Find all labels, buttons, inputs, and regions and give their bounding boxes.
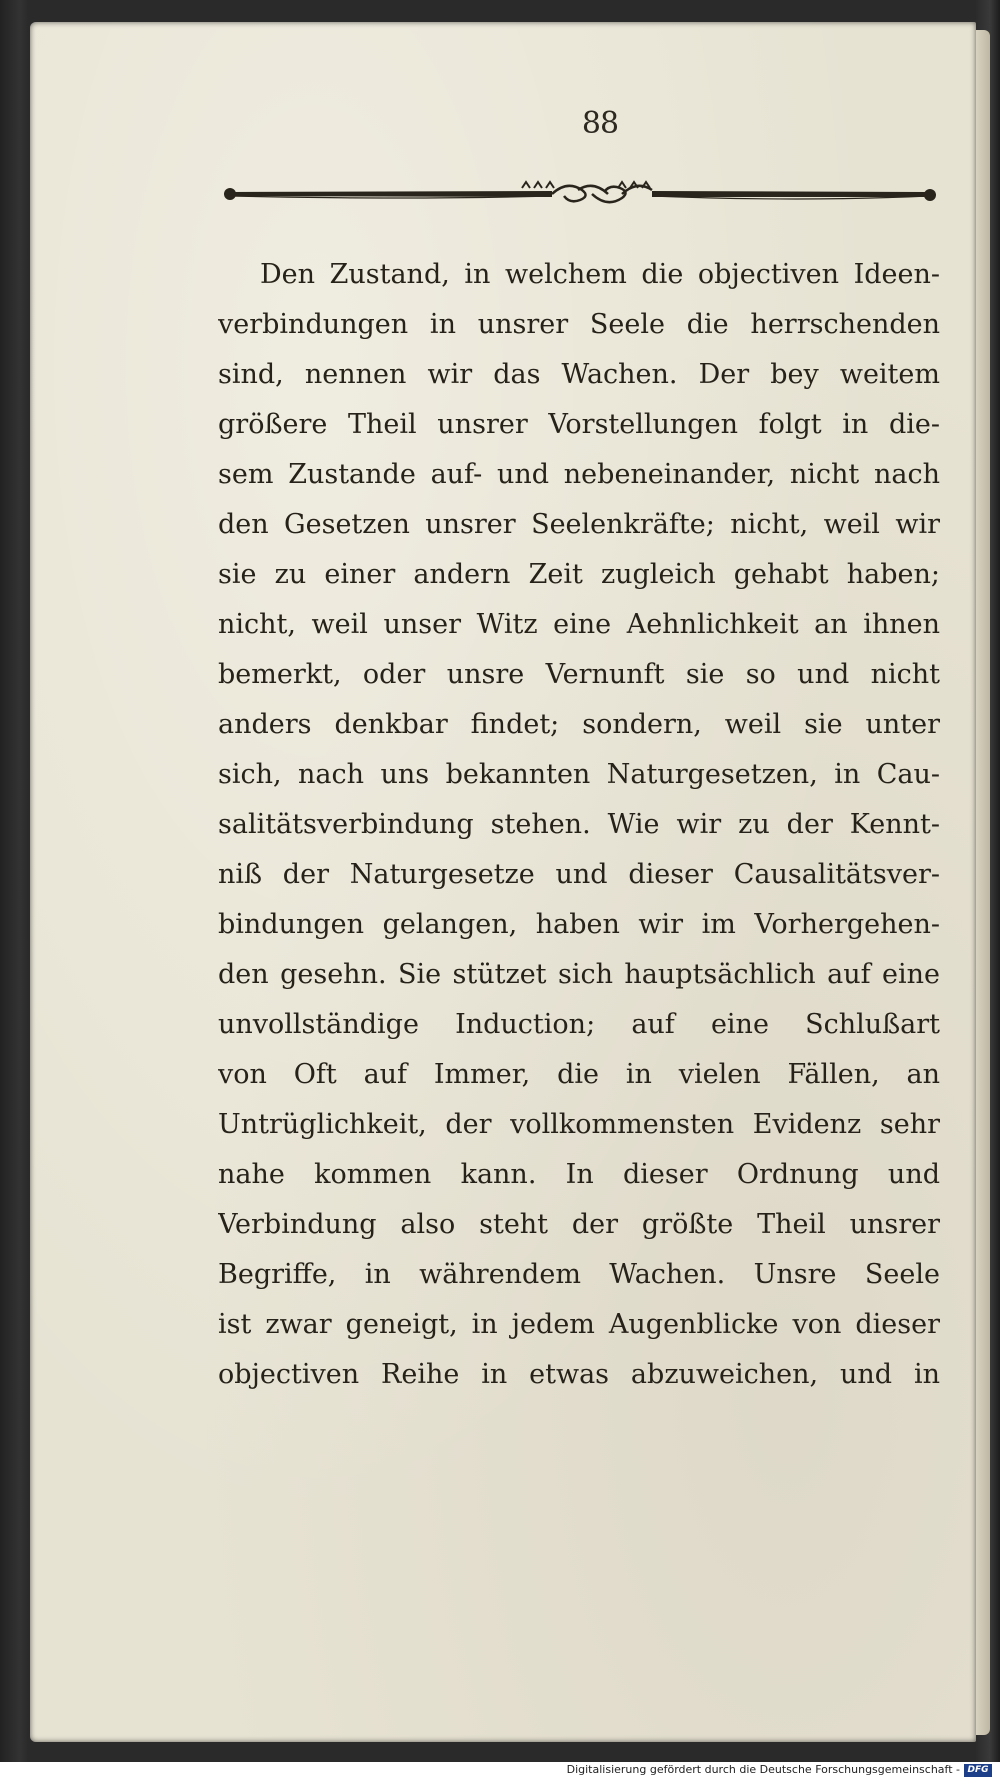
text-line: objectiven Reihe in etwas abzuweichen, und in: [218, 1359, 940, 1390]
text-line: sind, nennen wir das Wachen. Der bey weitem: [218, 359, 940, 390]
text-line: sich, nach uns bekannten Naturgesetzen, in Cau-: [218, 759, 940, 790]
dfg-logo: DFG: [964, 1764, 992, 1777]
text-line: von Oft auf Immer, die in vielen Fällen, an: [218, 1059, 940, 1090]
body-text: [218, 250, 940, 1400]
text-line: Verbindung also steht der größte Theil unsrer: [218, 1209, 940, 1240]
text-line: ist zwar geneigt, in jedem Augenblicke von dieser: [218, 1309, 940, 1340]
page-edge: [976, 30, 990, 1735]
text-line: niß der Naturgesetze und dieser Causalitätsver-: [218, 859, 940, 890]
text-line: Begriffe, in währendem Wachen. Unsre Seele: [218, 1259, 940, 1290]
text-line: den Gesetzen unsrer Seelenkräfte; nicht, weil wir: [218, 509, 940, 540]
text-line: anders denkbar findet; sondern, weil sie unter: [218, 709, 940, 740]
text-line: bindungen gelangen, haben wir im Vorhergehen-: [218, 909, 940, 940]
text-line: bemerkt, oder unsre Vernunft sie so und nicht: [218, 659, 940, 690]
text-line: Untrüglichkeit, der vollkommensten Evidenz sehr: [218, 1109, 940, 1140]
text-line: den gesehn. Sie stützet sich hauptsächlich auf eine: [218, 959, 940, 990]
text-line: verbindungen in unsrer Seele die herrschenden: [218, 309, 940, 340]
text-line: sem Zustande auf- und nebeneinander, nicht nach: [218, 459, 940, 490]
footer-credit: Digitalisierung gefördert durch die Deutsche Forschungsgemeinschaft -: [566, 1763, 960, 1776]
decorative-rule-ornament-icon: [222, 176, 938, 212]
page-number: 88: [581, 106, 619, 141]
text-line: Den Zustand, in welchem die objectiven Ideen-: [260, 259, 940, 290]
text-line: salitätsverbindung stehen. Wie wir zu der Kennt-: [218, 809, 940, 840]
text-line: nahe kommen kann. In dieser Ordnung und: [218, 1159, 940, 1190]
text-line: nicht, weil unser Witz eine Aehnlichkeit an ihnen: [218, 609, 940, 640]
text-line: sie zu einer andern Zeit zugleich gehabt haben;: [218, 559, 940, 590]
text-line: größere Theil unsrer Vorstellungen folgt in die-: [218, 409, 940, 440]
text-line: unvollständige Induction; auf eine Schlußart: [218, 1009, 940, 1040]
